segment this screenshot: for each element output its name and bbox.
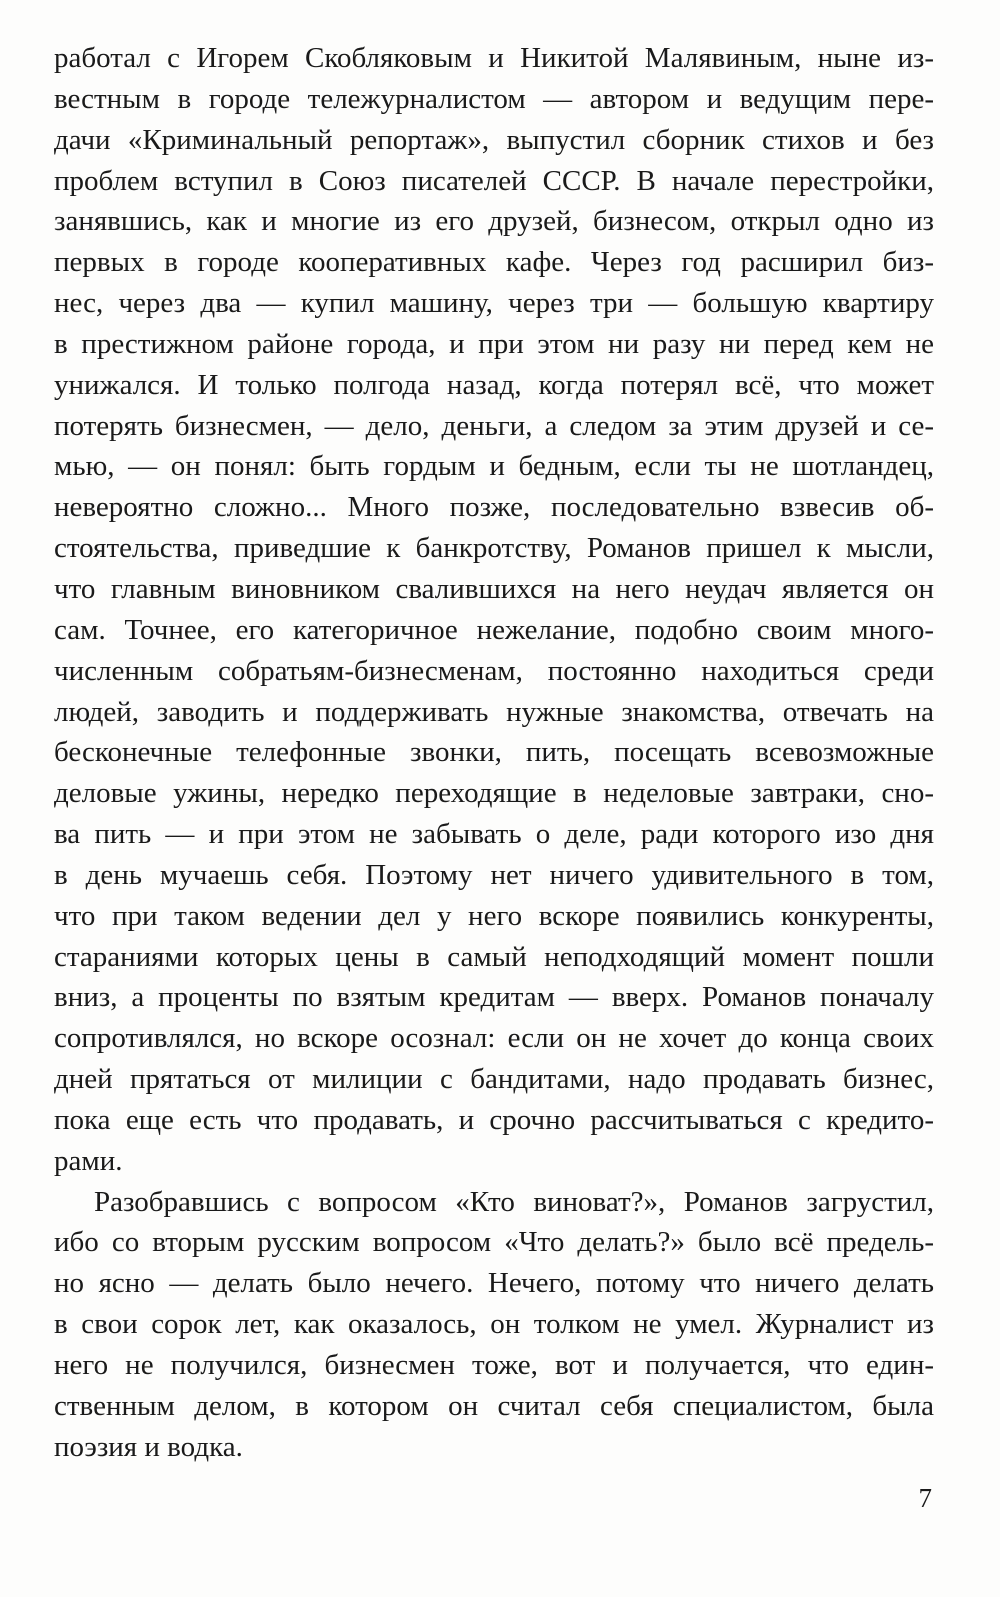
- text-line: невероятно сложно... Много позже, последовательно взвесив об-: [54, 491, 934, 524]
- text-line: бесконечные телефонные звонки, пить, посещать всевозможные: [54, 736, 934, 769]
- text-line: нес, через два — купил машину, через три — большую квартиру: [54, 287, 934, 320]
- text-line: в день мучаешь себя. Поэтому нет ничего удивительного в том,: [54, 858, 934, 891]
- text-line: людей, заводить и поддерживать нужные знакомства, отвечать на: [54, 695, 934, 728]
- text-line: дней прятаться от милиции с бандитами, надо продавать бизнес,: [54, 1063, 934, 1096]
- text-line: работал с Игорем Скобляковым и Никитой Малявиным, ныне из-: [54, 42, 934, 74]
- text-line: него не получился, бизнесмен тоже, вот и получается, что един-: [54, 1349, 934, 1381]
- text-line: в престижном районе города, и при этом ни разу ни перед кем не: [54, 327, 934, 360]
- paragraph-2: [54, 1182, 934, 1468]
- text-line: дачи «Криминальный репортаж», выпустил сборник стихов и без: [54, 123, 934, 156]
- text-line: ибо со вторым русским вопросом «Что делать?» было всё предель-: [54, 1226, 934, 1259]
- text-line: что главным виновником свалившихся на него неудач является он: [54, 572, 934, 605]
- text-line: но ясно — делать было нечего. Нечего, потому что ничего делать: [54, 1267, 934, 1300]
- text-line: пока еще есть что продавать, и срочно рассчитываться с кредито-: [54, 1103, 934, 1136]
- text-line: сам. Точнее, его категоричное нежелание, подобно своим много-: [54, 613, 934, 646]
- body-text: [54, 38, 934, 1468]
- text-line: мью, — он понял: быть гордым и бедным, если ты не шотландец,: [54, 450, 934, 483]
- text-line: вниз, а проценты по взятым кредитам — вверх. Романов поначалу: [54, 981, 934, 1014]
- text-line: унижался. И только полгода назад, когда потерял всё, что может: [54, 368, 934, 401]
- text-line: ственным делом, в котором он считал себя специалистом, была: [54, 1389, 934, 1422]
- text-line: стараниями которых цены в самый неподходящий момент пошли: [54, 940, 934, 973]
- text-line: вестным в городе тележурналистом — автором и ведущим пере-: [54, 82, 934, 115]
- text-line: поэзия и водка.: [54, 1430, 243, 1463]
- text-line: что при таком ведении дел у него вскоре появились конкуренты,: [54, 899, 934, 932]
- text-line: потерять бизнесмен, — дело, деньги, а следом за этим друзей и се-: [54, 409, 934, 442]
- text-line: ва пить — и при этом не забывать о деле, ради которого изо дня: [54, 818, 934, 851]
- text-line: в свои сорок лет, как оказалось, он толком не умел. Журналист из: [54, 1308, 934, 1341]
- page-number: 7: [918, 1483, 932, 1513]
- text-line: рами.: [54, 1144, 123, 1177]
- text-line: Разобравшись с вопросом «Кто виноват?», Романов загрустил,: [94, 1185, 934, 1218]
- text-line: стоятельства, приведшие к банкротству, Романов пришел к мысли,: [54, 532, 934, 565]
- text-line: деловые ужины, нередко переходящие в неделовые завтраки, сно-: [54, 777, 934, 810]
- text-line: численным собратьям-бизнесменам, постоянно находиться среди: [54, 654, 934, 687]
- text-line: проблем вступил в Союз писателей СССР. В начале перестройки,: [54, 164, 934, 197]
- text-line: занявшись, как и многие из его друзей, бизнесом, открыл одно из: [54, 205, 934, 238]
- text-line: первых в городе кооперативных кафе. Через год расширил биз-: [54, 246, 934, 279]
- text-line: сопротивлялся, но вскоре осознал: если он не хочет до конца своих: [54, 1022, 934, 1055]
- paragraph-1: [54, 38, 934, 1182]
